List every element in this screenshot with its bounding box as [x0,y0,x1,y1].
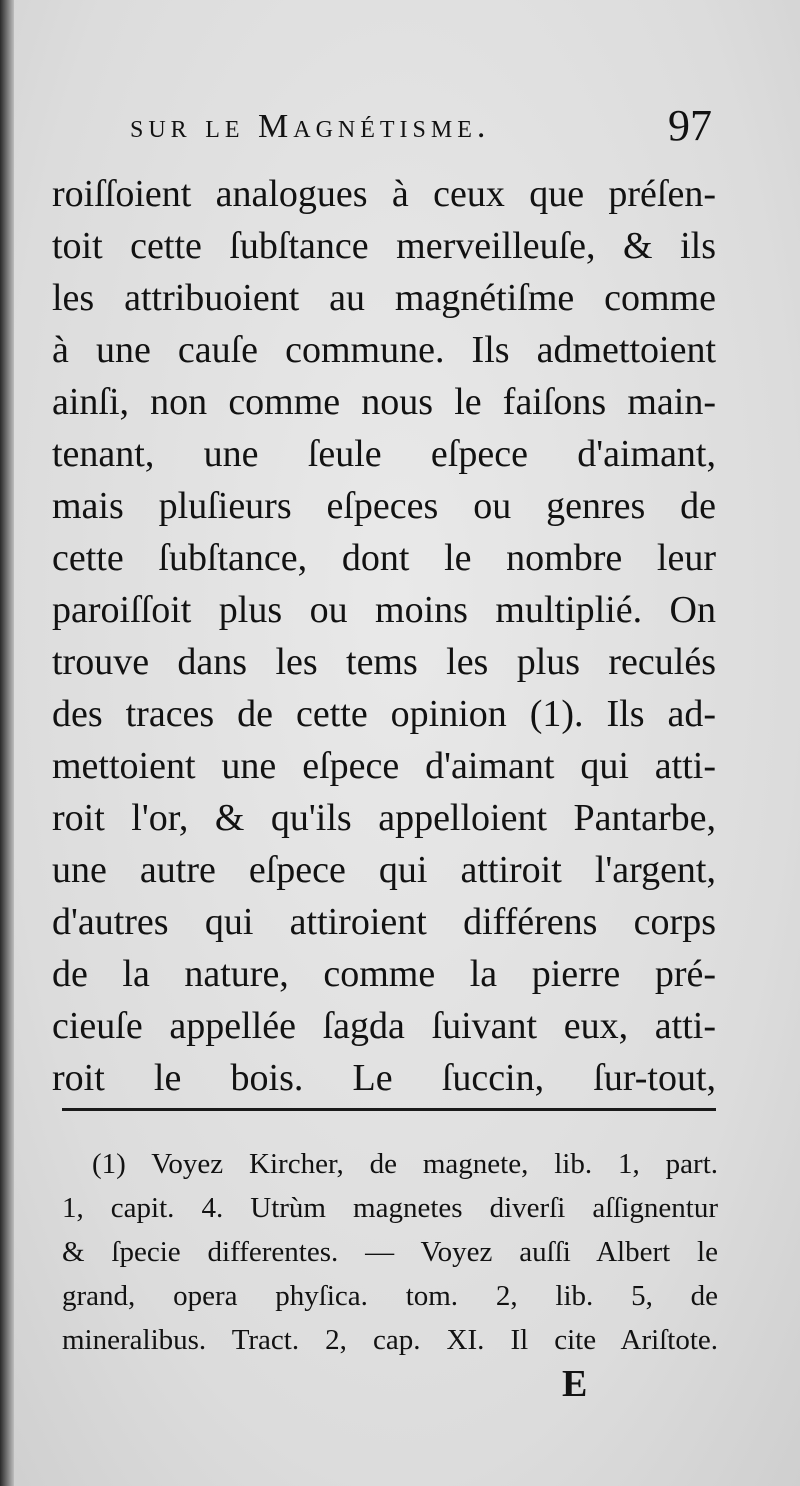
body-line: cieuſe appellée ſagda ſuivant eux, atti- [52,1005,716,1047]
body-line: mais pluſieurs eſpeces ou genres de [52,485,716,527]
body-line: des traces de cette opinion (1). Ils ad- [52,693,716,735]
body-line: roit le bois. Le ſuccin, ſur-tout, [52,1057,716,1099]
footnote-line: (1) Voyez Kircher, de magnete, lib. 1, part. [92,1148,718,1180]
footnote-rule [62,1108,716,1111]
body-line: d'autres qui attiroient différens corps [52,901,716,943]
body-line: de la nature, comme la pierre pré- [52,953,716,995]
body-line: cette ſubſtance, dont le nombre leur [52,537,716,579]
running-title: sur le Magnétisme. [130,108,491,145]
footnote-line: mineralibus. Tract. 2, cap. XI. Il cite Ariſtote. [62,1324,718,1356]
footnote-line: grand, opera phyſica. tom. 2, lib. 5, de [62,1280,718,1312]
footnote-line: & ſpecie differentes. — Voyez auſſi Albert le [62,1236,718,1268]
body-line: une autre eſpece qui attiroit l'argent, [52,849,716,891]
body-line: tenant, une ſeule eſpece d'aimant, [52,433,716,475]
signature-mark: E [562,1363,588,1405]
body-line: ainſi, non comme nous le faiſons main- [52,381,716,423]
body-line: roit l'or, & qu'ils appelloient Pantarbe, [52,797,716,839]
body-line: trouve dans les tems les plus reculés [52,641,716,683]
body-line: les attribuoient au magnétiſme comme [52,277,716,319]
page-number: 97 [668,101,712,150]
page-edge-shadow [0,0,14,1486]
footnote [62,1142,718,1362]
running-head [130,100,730,160]
footnote-line: 1, capit. 4. Utrùm magnetes diverſi aſſignentur [62,1192,718,1224]
body-line: roiſſoient analogues à ceux que préſen- [52,173,716,215]
body-line: toit cette ſubſtance merveilleuſe, & ils [52,225,716,267]
body-line: paroiſſoit plus ou moins multiplié. On [52,589,716,631]
body-line: à une cauſe commune. Ils admettoient [52,329,716,371]
body-line: mettoient une eſpece d'aimant qui atti- [52,745,716,787]
body-text [52,168,716,1104]
